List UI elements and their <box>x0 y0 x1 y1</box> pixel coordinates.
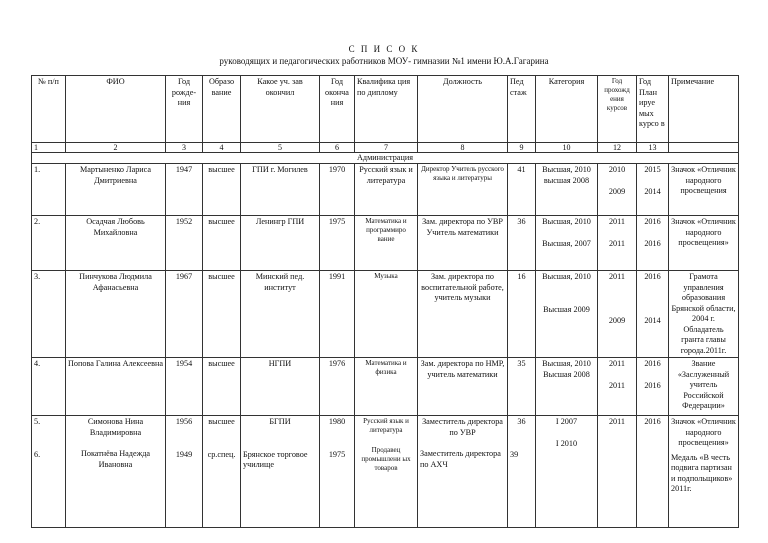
column-number: 12 <box>598 143 637 153</box>
column-number: 13 <box>637 143 669 153</box>
plan-line: 2014 <box>644 186 661 196</box>
person-name: Осадчая Любовь Михайловна <box>66 216 166 271</box>
row-number-6: 6. <box>34 449 41 459</box>
planned-course-year <box>637 216 669 271</box>
header-cell: ФИО <box>66 76 166 143</box>
birth-year-5: 1956 <box>175 417 193 426</box>
plan-line: 2016 <box>644 238 661 248</box>
header-cell: Примечание <box>669 76 739 143</box>
header-cell: Категория <box>536 76 598 143</box>
plan-line: 2015 <box>644 165 661 174</box>
column-number: 4 <box>203 143 241 153</box>
header-cell: Образо вание <box>203 76 241 143</box>
birth-year: 1967 <box>166 271 203 358</box>
category-line: Высшая 2008 <box>543 369 590 379</box>
school: НГПИ <box>241 358 320 416</box>
row-number: 1. <box>32 164 66 216</box>
experience: 36 <box>508 216 536 271</box>
course-line: 2011 <box>608 380 626 390</box>
graduation-year <box>320 416 355 528</box>
plan-line: 2016 <box>644 359 661 368</box>
header-row <box>32 76 739 143</box>
planned-course-year <box>637 416 669 528</box>
position-5: Заместитель директора по УВР <box>422 417 503 437</box>
school: Минский пед. институт <box>241 271 320 358</box>
school: Ленингр ГПИ <box>241 216 320 271</box>
experience: 35 <box>508 358 536 416</box>
school <box>241 416 320 528</box>
column-number: 8 <box>418 143 508 153</box>
header-cell: Год прохожд ения курсов <box>598 76 637 143</box>
document-title: С П И С О К <box>348 44 420 54</box>
note <box>669 416 739 528</box>
column-number: 1 <box>32 143 66 153</box>
position: Зам. директора по УВР Учитель математики <box>418 216 508 271</box>
category-line: Высшая, 2010 <box>542 217 591 226</box>
table-row <box>32 358 739 416</box>
education: высшее <box>203 271 241 358</box>
category <box>536 164 598 216</box>
qualification-5: Русский язык и литература <box>363 417 409 434</box>
course-year <box>598 164 637 216</box>
category-line: Высшая, 2010 <box>542 359 591 368</box>
birth-year: 1952 <box>166 216 203 271</box>
category <box>536 216 598 271</box>
course-line: 2009 <box>608 186 626 196</box>
category-line: Высшая 2009 <box>543 304 590 314</box>
header-cell: Какое уч. зав окончил <box>241 76 320 143</box>
experience: 41 <box>508 164 536 216</box>
person-name: Попова Галина Алексеевна <box>66 358 166 416</box>
planned-course-year <box>637 358 669 416</box>
plan-line: 2016 <box>644 272 661 281</box>
column-number-row <box>32 143 739 153</box>
position <box>418 416 508 528</box>
person-name: Пинчукова Людмила Афанасьевна <box>66 271 166 358</box>
table-row <box>32 271 739 358</box>
course-line: 2011 <box>608 272 626 281</box>
education: высшее <box>203 358 241 416</box>
column-number: 2 <box>66 143 166 153</box>
graduation-year: 1991 <box>320 271 355 358</box>
graduation-year: 1975 <box>320 216 355 271</box>
column-number <box>669 143 739 153</box>
category-line: Высшая, 2010 <box>542 165 591 174</box>
birth-year: 1947 <box>166 164 203 216</box>
qualification: Математика и физика <box>355 358 418 416</box>
category-5: I 2007 <box>555 417 578 426</box>
graduation-year-6: 1975 <box>328 449 346 459</box>
header-cell: Год План ируе мых курсо в <box>637 76 669 143</box>
note: Значок «Отличник народного просвещения» <box>669 216 739 271</box>
position: Зам. директора по воспитательной работе, учитель музыки <box>418 271 508 358</box>
graduation-year-5: 1980 <box>328 417 346 426</box>
experience-6: 39 <box>510 449 519 459</box>
position: Директор Учитель русского языка и литературы <box>418 164 508 216</box>
birth-year-6: 1949 <box>175 449 193 459</box>
header-cell: Год оконча ния <box>320 76 355 143</box>
note: Звание «Заслуженный учитель Российской Федерации» <box>669 358 739 416</box>
section-title: Администрация <box>32 153 739 164</box>
education <box>203 416 241 528</box>
course-line: 2011 <box>608 238 626 248</box>
school-6: Брянское торговое училище <box>243 449 308 469</box>
experience-5: 36 <box>517 417 526 426</box>
graduation-year: 1976 <box>320 358 355 416</box>
table-row <box>32 416 739 528</box>
person-name-5: Симонова Нина Владимировна <box>87 417 144 437</box>
header-cell: Должность <box>418 76 508 143</box>
course-year <box>598 271 637 358</box>
category-6: I 2010 <box>555 438 578 448</box>
row-number: 2. <box>32 216 66 271</box>
qualification: Русский язык и литература <box>355 164 418 216</box>
category-line: Высшая, 2007 <box>542 238 591 248</box>
header-cell: Пед стаж <box>508 76 536 143</box>
qualification <box>355 416 418 528</box>
column-number: 5 <box>241 143 320 153</box>
course-year-5: 2011 <box>608 417 626 426</box>
header-cell: Год рожде-ния <box>166 76 203 143</box>
education: высшее <box>203 164 241 216</box>
qualification-6: Продавец промышлени ых товаров <box>361 446 411 472</box>
plan-line: 2016 <box>644 217 661 226</box>
plan-line: 2016 <box>644 380 661 390</box>
course-year <box>598 216 637 271</box>
course-year <box>598 358 637 416</box>
plan-year-5: 2016 <box>644 417 661 426</box>
row-number <box>32 416 66 528</box>
staff-table <box>31 75 739 528</box>
note-5: Значок «Отличник народного просвещения» <box>671 417 736 447</box>
note: Грамота управления образования Брянской области, 2004 г. Обладатель гранта главы города.2011г. <box>669 271 739 358</box>
column-number: 9 <box>508 143 536 153</box>
section-row <box>32 153 739 164</box>
note: Значок «Отличник народного просвещения <box>669 164 739 216</box>
note-6: Медаль «В честь подвига партизан и подпольщиков» 2011г. <box>671 452 733 493</box>
person-name: Мартыненко Лариса Дмитриевна <box>66 164 166 216</box>
school-5: БГПИ <box>269 417 291 426</box>
education-5: высшее <box>208 417 235 426</box>
course-line: 2011 <box>608 217 626 226</box>
qualification: Музыка <box>355 271 418 358</box>
plan-line: 2014 <box>644 315 661 325</box>
course-line: 2010 <box>608 165 626 174</box>
header-cell: Квалифика ция по диплому <box>355 76 418 143</box>
education-6: ср.спец. <box>207 449 236 459</box>
birth-year <box>166 416 203 528</box>
column-number: 7 <box>355 143 418 153</box>
row-number: 4. <box>32 358 66 416</box>
graduation-year: 1970 <box>320 164 355 216</box>
table-row <box>32 164 739 216</box>
column-number: 10 <box>536 143 598 153</box>
row-number: 3. <box>32 271 66 358</box>
school: ГПИ г. Могилев <box>241 164 320 216</box>
planned-course-year <box>637 271 669 358</box>
document-subtitle: руководящих и педагогических работников МОУ- гимназии №1 имени Ю.А.Гагарина <box>219 56 549 66</box>
course-year <box>598 416 637 528</box>
category <box>536 358 598 416</box>
experience <box>508 416 536 528</box>
planned-course-year <box>637 164 669 216</box>
birth-year: 1954 <box>166 358 203 416</box>
position: Зам. директора по НМР, учитель математики <box>418 358 508 416</box>
experience: 16 <box>508 271 536 358</box>
course-line: 2011 <box>608 359 626 368</box>
category-line: высшая 2008 <box>543 175 590 185</box>
table-row <box>32 216 739 271</box>
person-name <box>66 416 166 528</box>
column-number: 3 <box>166 143 203 153</box>
column-number: 6 <box>320 143 355 153</box>
course-line: 2009 <box>608 315 626 325</box>
header-cell: № п/п <box>32 76 66 143</box>
person-name-6: Покатнёва Надежда Ивановна <box>80 449 151 469</box>
category <box>536 416 598 528</box>
category <box>536 271 598 358</box>
row-number-5: 5. <box>34 417 41 426</box>
qualification: Математика и программиро вание <box>355 216 418 271</box>
category-line: Высшая, 2010 <box>542 272 591 281</box>
education: высшее <box>203 216 241 271</box>
position-6: Заместитель директора по АХЧ <box>420 449 501 469</box>
